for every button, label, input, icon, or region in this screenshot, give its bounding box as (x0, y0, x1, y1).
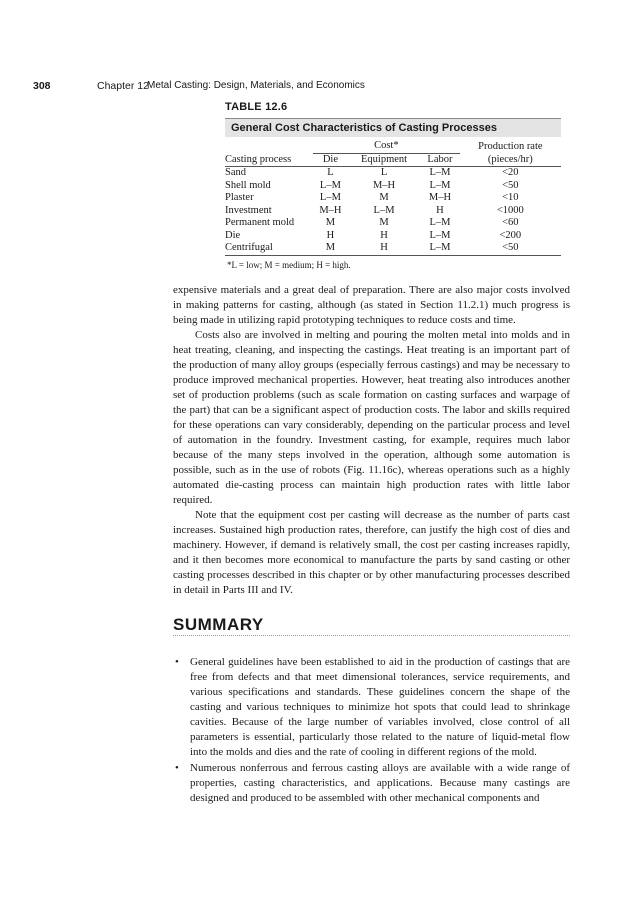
table-cell: <50 (460, 242, 561, 255)
table-cell: L–M (373, 204, 395, 216)
cost-table (225, 140, 561, 256)
table-cell: H (436, 204, 444, 216)
column-header: Labor (420, 153, 459, 167)
table-cell: L–M (319, 179, 341, 191)
table-cell: <50 (502, 179, 519, 191)
table-title: General Cost Characteristics of Casting Processes (225, 118, 561, 137)
column-header: Production rate (478, 140, 543, 152)
cost-group-header: Cost* (313, 140, 460, 153)
table-cell: Die (225, 229, 241, 241)
bullet-icon: • (175, 656, 179, 668)
column-header: (pieces/hr) (460, 153, 561, 167)
table-cell: L (380, 167, 388, 178)
table-row (225, 242, 561, 255)
table-row (225, 180, 561, 193)
summary-list (173, 655, 570, 807)
table-cell: M (379, 217, 389, 228)
table-cell: L–M (420, 242, 459, 255)
table-cell: M–H (319, 204, 342, 216)
table-cell: <10 (502, 192, 519, 203)
page-number: 308 (33, 80, 51, 92)
list-item-text: General guidelines have been established to aid in the production of castings that are free from defects and that meet dimensional tolerances, service requirements, and various specifications and standards. These guidelines concern the shape of the casting and various techniques to minimize hot spots that could lead to shrinkage cavities. Because of the large number of variables involved, close control of all parameters is essential, particularly those related to the nature of liquid-metal flow into the molds and dies and the rate of cooling in different regions of the mold. (190, 656, 570, 758)
table-label: TABLE 12.6 (225, 101, 288, 113)
column-header: Equipment (348, 153, 420, 167)
table-cell: Investment (225, 204, 272, 216)
table-cell: <200 (499, 229, 522, 241)
table-cell: M (313, 242, 348, 255)
table-footnote: *L = low; M = medium; H = high. (227, 259, 351, 270)
list-item-text: Numerous nonferrous and ferrous casting alloys are available with a wide range of properties, casting characteristics, and applications. Because many castings are designed and produced to be assembled with other mechanical components and (190, 762, 570, 804)
table-cell: Permanent mold (225, 217, 295, 228)
table-row (225, 192, 561, 205)
table-cell: <20 (502, 167, 519, 178)
cost-table-block (225, 101, 561, 270)
table-row (225, 205, 561, 218)
table-cell: M–H (372, 179, 396, 191)
table-cell: Plaster (225, 192, 254, 203)
paragraph: Costs also are involved in melting and pouring the molten metal into molds and in heat treating, cleaning, and inspecting the castings. Heat treating is an important part of the production of many alloy groups (especially ferrous castings) and may be necessary to produce improved mechanical properties. However, heat treating also introduces another set of production problems (such as scale formation on casting surfaces and warpage of the part) that can be a significant aspect of production costs. The labor and skills required for these operations can vary considerably, depending on the particular process and level of automation in the foundry. Investment casting, for example, requires much labor because of the many steps involved in the operation, although some automation is possible, such as in the use of robots (Fig. 11.16c), whereas operations such as a highly automated die-casting process can maintain high production rates with little labor required. (173, 329, 570, 506)
table-cell: Shell mold (225, 179, 271, 191)
body-text (173, 283, 570, 598)
chapter-label: Chapter 12 (97, 80, 149, 92)
paragraph: Note that the equipment cost per casting will decrease as the number of parts cast increases. Sustained high production rates, therefore, can justify the high cost of dies and machinery. However, if demand is relatively small, the cost per casting increases rapidly, and it then becomes more economical to manufacture the parts by sand casting or other casting processes described in this chapter or by other manufacturing processes described in detail in Parts III and IV. (173, 509, 570, 596)
list-item (173, 655, 570, 760)
table-cell: L–M (429, 229, 451, 241)
table-cell: H (326, 229, 335, 241)
table-cell: L–M (429, 167, 451, 178)
divider (173, 635, 570, 636)
column-header: Die (313, 153, 348, 167)
table-cell: L–M (429, 217, 451, 228)
table-cell: <1000 (496, 204, 524, 216)
table-cell: M (379, 192, 389, 203)
list-item (173, 761, 570, 806)
paragraph: expensive materials and a great deal of preparation. There are also major costs involved in making patterns for casting, although (as stated in Section 11.2.1) much progress is being made in utilizing rapid prototyping techniques to reduce costs and time. (173, 284, 570, 326)
table-cell: L–M (319, 192, 341, 203)
table-cell: Centrifugal (225, 242, 313, 255)
bullet-icon: • (175, 762, 179, 774)
chapter-title: Metal Casting: Design, Materials, and Economics (147, 80, 365, 91)
table-row (225, 230, 561, 243)
table-cell: <60 (502, 217, 519, 228)
table-cell: Sand (225, 167, 246, 178)
table-cell: H (348, 242, 420, 255)
summary-heading: SUMMARY (173, 615, 264, 634)
table-row (225, 217, 561, 230)
table-cell: L–M (429, 179, 451, 191)
table-cell: L (327, 167, 334, 178)
table-row (225, 167, 561, 180)
column-header: Casting process (225, 153, 313, 167)
table-cell: M (325, 217, 336, 228)
table-cell: H (380, 229, 388, 241)
table-cell: M–H (428, 192, 452, 203)
